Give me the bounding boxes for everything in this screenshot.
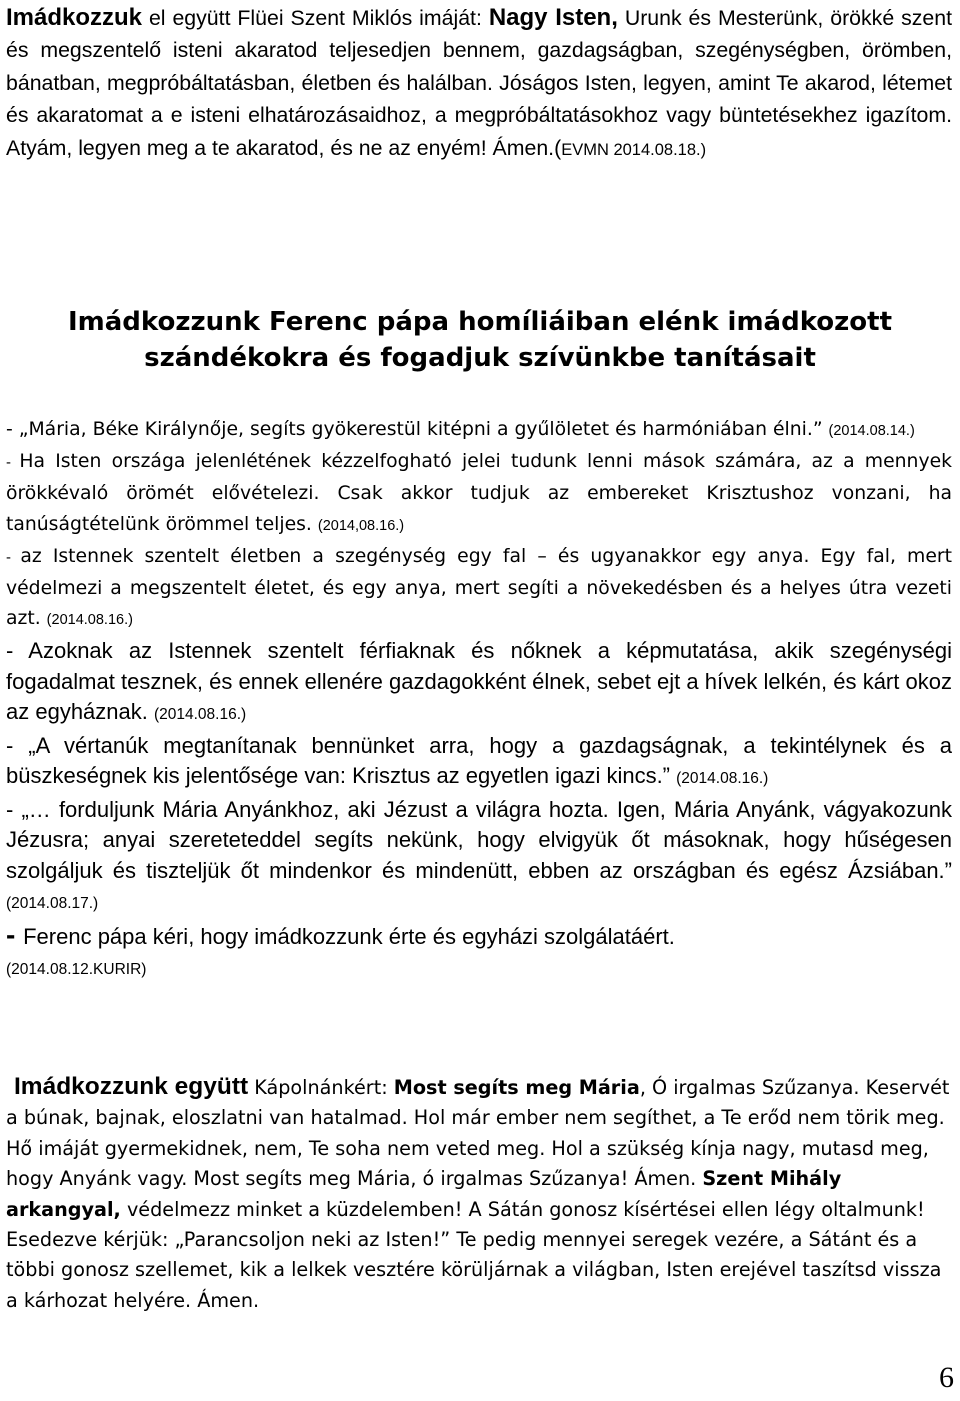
intention-item (6, 636, 952, 731)
archangel-prayer-title: Szent Mihály arkangyal, (6, 1167, 842, 1221)
intention-item (6, 795, 952, 920)
intention-text: Ha Isten országa jelenlétének kézzelfogható jelei tudunk lenni mások számára, az a mennyek örökkévaló örömét elővételezi. Csak akkor tudjuk az embereket Krisztushoz vonzani, ha tanúságtételünk örömmel teljes. (6, 450, 953, 535)
intention-dash: - (6, 453, 20, 471)
prayer-invocation: Nagy Isten, (488, 4, 618, 31)
chapel-prayer-paragraph (6, 1072, 950, 1316)
chapel-prayer-intro: Kápolnánkért: (248, 1076, 394, 1099)
intention-text: - „… forduljunk Mária Anyánkhoz, aki Jézust a világra hozta. Igen, Mária Anyánk, vágyakozunk Jézusra; anyai szereteteddel segíts nekünk, hogy elvigyük őt másoknak, hogy hűségesen szolgáljuk és tiszteljük őt mindenkor és mindenütt, ebben az országban és egész Ázsiában.” (6, 796, 952, 883)
ref-paren-close: ) (700, 140, 707, 159)
intention-dash: - (6, 419, 19, 440)
intention-date: (2014.08.17.) (6, 895, 99, 913)
intention-date: (2014.08.16.) (153, 706, 247, 724)
flue-prayer-paragraph (6, 2, 952, 166)
heading-line-1: Imádkozzunk Ferenc pápa homíliáiban elénk imádkozott (67, 307, 892, 337)
chapel-prayer-title: Most segíts meg Mária (393, 1076, 640, 1099)
prayer-intro: el együtt Flüei Szent Miklós imáját: (142, 6, 489, 30)
intentions-list (6, 415, 952, 986)
intention-dash: - (6, 918, 24, 950)
heading-line-2: szándékokra és fogadjuk szívünkbe tanításait (144, 343, 816, 373)
intention-date: (2014.08.14.) (828, 423, 915, 439)
intention-date: (2014,08.16.) (317, 517, 405, 534)
ref-paren-open: ( (554, 135, 562, 160)
intention-text: az Istennek szentelt életben a szegénység egy fal – és ugyanakkor egy anya. Egy fal, mert védelmezi a megszentelt életet, és egy anya, mert segíti a növekedésben és a helyes útra vezeti azt. (6, 545, 952, 630)
intention-item (6, 447, 952, 542)
section-heading (0, 304, 960, 376)
chapel-prayer-body: , Ó irgalmas Szűzanya. Keservét a búnak, bajnak, eloszlatni van hatalmad. Hol már ember nem segíthet, a Te erőd nem törik meg. Hő imáját gyermekidnek, nem, Te soha nem veted meg. Hol a szükség kínja nagy, mutasd meg, hogy Anyánk vagy. Most segíts meg Mária, ó irgalmas Szűzanya! Ámen. (6, 1076, 950, 1191)
intention-text: Ferenc pápa kéri, hogy imádkozzunk érte és egyházi szolgálatáért. (23, 923, 675, 949)
chapel-prayer-lead: Imádkozzunk együtt (14, 1073, 249, 1100)
intention-text: - Azoknak az Istennek szentelt férfiaknak és nőknek a képmutatása, akik szegénységi fogadalmat tesznek, és ennek ellenére gazdagokként élnek, sebet ejt a hívek lelkén, és kárt okoz az egyháznak. (6, 638, 952, 725)
intention-item (6, 731, 952, 795)
prayer-reference: EVMN 2014.08.18. (561, 140, 701, 159)
intention-text: „Mária, Béke Királynője, segíts gyökerestül kitépni a gyűlöletet és harmóniában élni.” (18, 419, 829, 440)
archangel-prayer-body: védelmezz minket a küzdelemben! A Sátán gonosz kísértései ellen légy oltalmunk! Esedezve kérjük: „Parancsoljon neki az Isten!” Te pedig mennyei seregek vezére, a Sátánt és a többi gonosz szellemet, kik a lelkek vesztére körüljárnak a világban, Isten erejével taszítsd vissza a kárhozat helyére. Ámen. (6, 1197, 942, 1312)
intention-dash: - (6, 548, 21, 566)
prayer-body: Urunk és Mesterünk, örökké szent és megszentelő isteni akaratod teljesedjen bennem, gazdagságban, szegénységben, örömben, bánatban, megpróbáltatásban, életben és halálban. Jóságos Isten, legyen, amint Te akarod, létemet és akaratomat a e isteni elhatározásaidhoz, a megpróbáltatásokhoz vagy büntetésekhez igazítom. Atyám, legyen meg a te akaratod, és ne az enyém! Ámen. (6, 6, 953, 160)
intention-date: (2014.08.16.) (46, 612, 133, 629)
intention-item (6, 542, 952, 637)
page-number: 6 (939, 1361, 954, 1394)
prayer-lead: Imádkozzuk (6, 4, 143, 31)
intention-text: - „A vértanúk megtanítanak bennünket arra, hogy a gazdagságnak, a tekintélynek és a büszkeségnek kis jelentősége van: Krisztus az egyetlen igazi kincs.” (6, 732, 952, 789)
intention-item (6, 415, 952, 447)
intention-date: (2014.08.12.KURIR) (6, 961, 147, 979)
intention-item-last (6, 920, 952, 986)
intention-date: (2014.08.16.) (676, 770, 769, 788)
